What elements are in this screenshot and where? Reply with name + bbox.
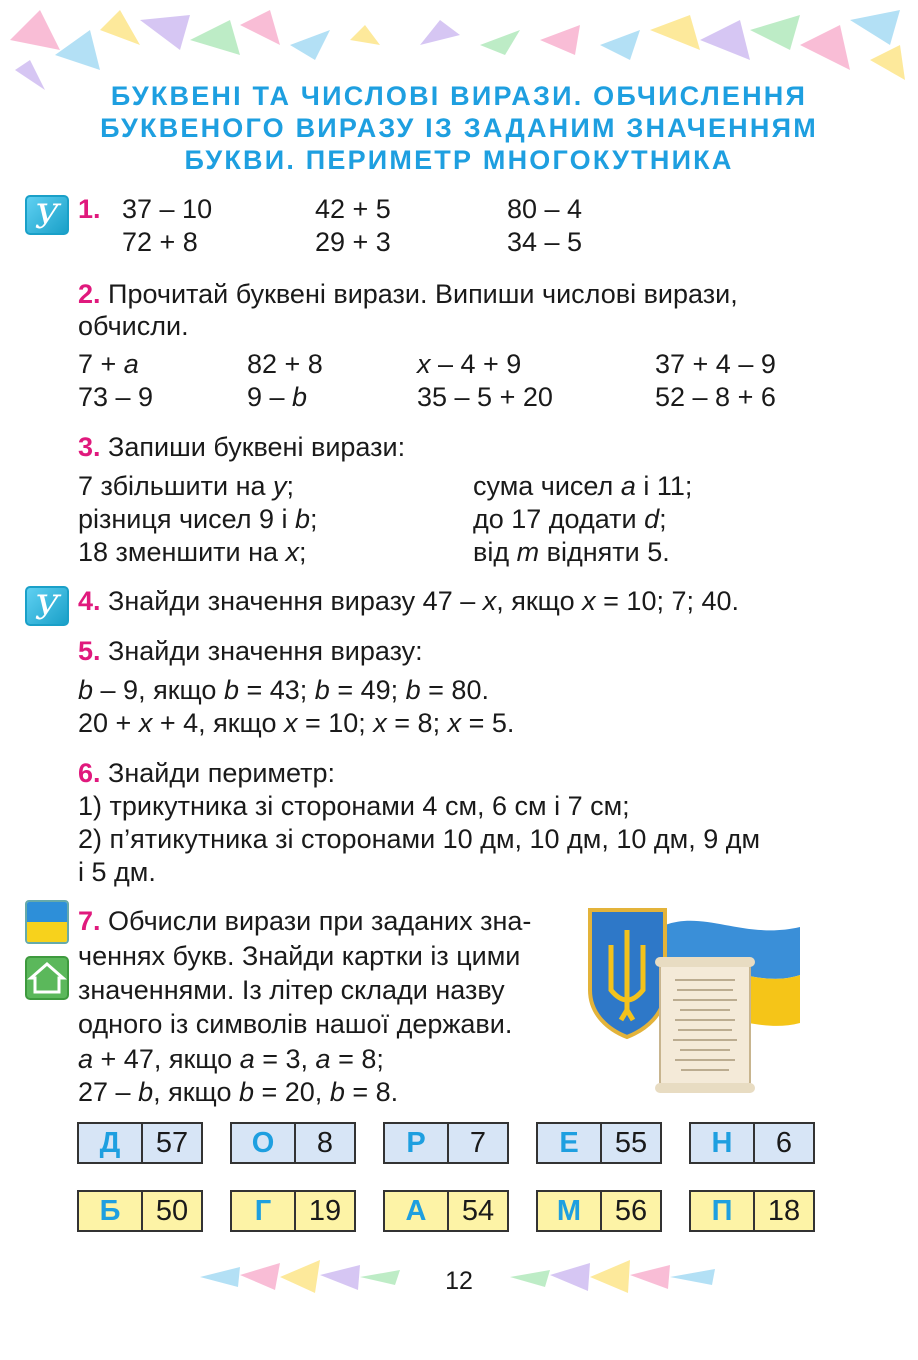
task5-line: 20 + x + 4, якщо x = 10; x = 8; x = 5. (78, 708, 515, 738)
task2-expression: 7 + a (78, 349, 139, 379)
task1-expression: 37 – 10 (122, 194, 213, 224)
task6-instruction: Знайди периметр: (108, 758, 336, 788)
task2-expression: 37 + 4 – 9 (655, 349, 776, 379)
task3-item: 18 зменшити на x; (78, 537, 307, 567)
card-value: 54 (461, 1195, 495, 1227)
card-value: 50 (155, 1195, 189, 1227)
task4-number: 4. (78, 586, 101, 616)
answer-card (230, 1190, 356, 1232)
answer-card (536, 1190, 662, 1232)
card-value: 7 (469, 1127, 487, 1159)
task3-text (78, 431, 405, 464)
title-line: БУКВИ. ПЕРИМЕТР МНОГОКУТНИКА (184, 145, 734, 175)
task7-expression: a + 47, якщо a = 3, a = 8; (78, 1044, 384, 1074)
task3-item: від m відняти 5. (473, 537, 670, 567)
answer-card (536, 1122, 662, 1164)
task1-expression: 29 + 3 (315, 227, 391, 257)
task7-text: 7. Обчисли вирази при заданих зна- (78, 906, 532, 936)
task2-expression: 35 – 5 + 20 (417, 382, 553, 412)
task6-text (78, 757, 335, 790)
task3-item: різниця чисел 9 і b; (78, 504, 318, 534)
task7-text-cont: одного із символів нашої держави. (78, 1009, 513, 1039)
card-letter: Б (79, 1192, 143, 1230)
oral-task-icon: У (25, 195, 69, 235)
answer-card (383, 1122, 509, 1164)
card-letter: О (232, 1124, 296, 1162)
task2-expression: 73 – 9 (78, 382, 154, 412)
card-value: 56 (614, 1195, 648, 1227)
card-value: 6 (775, 1127, 793, 1159)
card-letter: Г (232, 1192, 296, 1230)
task3-item: до 17 додати d; (473, 504, 667, 534)
answer-card (383, 1190, 509, 1232)
card-value: 55 (614, 1127, 648, 1159)
task3-instruction: Запиши буквені вирази: (108, 432, 406, 462)
card-letter: Е (538, 1124, 602, 1162)
page-number: 12 (445, 1267, 473, 1295)
task2-expression: x – 4 + 9 (417, 349, 522, 379)
card-value: 19 (308, 1195, 342, 1227)
card-letter: Д (79, 1124, 143, 1162)
task3-number: 3. (78, 432, 101, 462)
card-value: 18 (767, 1195, 801, 1227)
home-task-icon (25, 956, 69, 1000)
answer-card (77, 1122, 203, 1164)
task2-expression: 52 – 8 + 6 (655, 382, 776, 412)
answer-card (230, 1122, 356, 1164)
task2-instruction: Прочитай буквені вирази. Випиши числові вирази, (108, 279, 738, 309)
task2-instruction-cont: обчисли. (78, 311, 189, 341)
card-value: 57 (155, 1127, 189, 1159)
ukraine-symbols-illustration (585, 905, 810, 1095)
task7-text-cont: ченнях букв. Знайди картки із цими (78, 941, 521, 971)
task1-expression: 34 – 5 (507, 227, 583, 257)
task5-line: b – 9, якщо b = 43; b = 49; b = 80. (78, 675, 489, 705)
task6-line: і 5 дм. (78, 857, 156, 887)
task1-expression: 42 + 5 (315, 194, 391, 224)
task1-expression: 72 + 8 (122, 227, 198, 257)
card-letter: Р (385, 1124, 449, 1162)
task2-text (78, 278, 738, 311)
task2-expression: 9 – b (247, 382, 308, 412)
ukraine-flag-icon (25, 900, 69, 944)
answer-card (689, 1122, 815, 1164)
task3-item: 7 збільшити на y; (78, 471, 295, 501)
title-line: БУКВЕНІ ТА ЧИСЛОВІ ВИРАЗИ. ОБЧИСЛЕННЯ (110, 81, 808, 111)
card-value: 8 (316, 1127, 334, 1159)
task5-number: 5. (78, 636, 101, 666)
task4-text: 4. Знайди значення виразу 47 – x, якщо x = 10; 7; 40. (78, 586, 740, 616)
top-decoration (0, 0, 918, 90)
answer-card (689, 1190, 815, 1232)
task7-expression: 27 – b, якщо b = 20, b = 8. (78, 1077, 399, 1107)
task6-line: 2) п’ятикутника зі сторонами 10 дм, 10 дм, 10 дм, 9 дм (78, 824, 761, 854)
task5-instruction: Знайди значення виразу: (108, 636, 423, 666)
card-letter: М (538, 1192, 602, 1230)
task5-text (78, 635, 423, 668)
task6-number: 6. (78, 758, 101, 788)
task6-line: 1) трикутника зі сторонами 4 см, 6 см і 7 см; (78, 791, 630, 821)
task7-number: 7. (78, 906, 101, 936)
page-title (40, 80, 878, 176)
card-letter: Н (691, 1124, 755, 1162)
answer-card (77, 1190, 203, 1232)
task1-number: 1. (78, 194, 101, 224)
oral-task-icon: У (25, 586, 69, 626)
task1-expression: 80 – 4 (507, 194, 583, 224)
card-letter: А (385, 1192, 449, 1230)
card-letter: П (691, 1192, 755, 1230)
title-line: БУКВЕНОГО ВИРАЗУ ІЗ ЗАДАНИМ ЗНАЧЕННЯМ (100, 113, 818, 143)
task2-number: 2. (78, 279, 101, 309)
task7-text-cont: значеннями. Із літер склади назву (78, 975, 505, 1005)
task2-expression: 82 + 8 (247, 349, 323, 379)
task3-item: сума чисел a і 11; (473, 471, 693, 501)
